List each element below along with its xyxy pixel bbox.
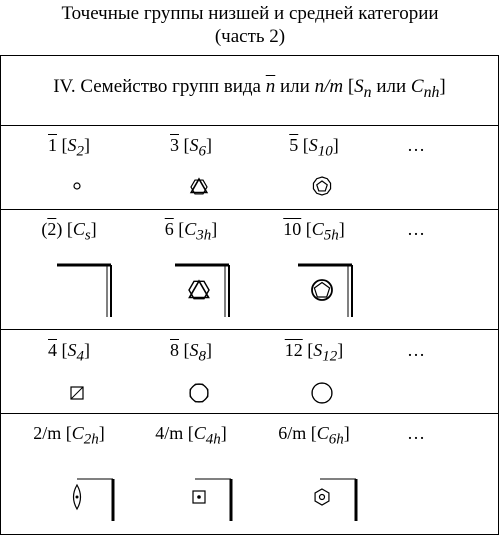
symmetry-symbol [74,479,114,521]
schoenflies-letter: C [316,423,329,443]
schoenflies-subscript: 2 [76,143,84,160]
symmetry-symbol [315,479,356,521]
symbols-svg [1,56,500,536]
point-group-table [0,55,499,535]
page-title [0,2,500,48]
group-paren-open: ( [41,219,48,239]
symmetry-symbol [71,387,83,399]
family-header-n-bar: $\overline{n}$ [265,76,276,97]
family-header-s: S [354,76,364,97]
ellipsis: … [407,219,425,239]
family-header-bracket-close: ] [439,76,446,97]
schoenflies-letter: S [67,340,77,360]
decagon-icon [313,177,330,195]
group-number: 2/m [33,423,62,443]
schoenflies-subscript: 3h [196,227,212,244]
symmetry-symbol [175,265,229,317]
schoenflies-subscript: 6h [328,431,344,448]
group-number: 4 [48,340,57,360]
group-number: 5 [289,135,299,155]
family-header-c: C [410,76,424,97]
schoenflies-letter: S [189,340,199,360]
group-number: 3 [170,135,179,155]
symmetry-symbol [298,265,352,317]
diagonal-icon [71,387,83,399]
family-header-s-sub: n [363,83,372,101]
group-number: 10 [283,219,302,239]
ellipsis: … [407,340,425,360]
pentagon-icon [317,181,327,191]
family-header-or-1: или [275,76,315,97]
schoenflies-subscript: 2h [83,431,99,448]
group-label: (2) $[C_s]$ [41,219,97,244]
group-label: 1 $[S_2]$ [48,135,90,160]
group-number: 4/m [155,423,184,443]
family-header-n-over-m: n/m [314,76,344,97]
family-header-or-2: или [371,76,411,97]
small-circle-icon [74,183,80,189]
schoenflies-subscript: 12 [322,348,338,365]
group-label: 2/m $[C_{2h}]$ [33,423,105,448]
group-label: 8 $[S_8]$ [170,340,212,365]
group-number: 6 [164,219,174,239]
schoenflies-letter: C [72,219,85,239]
group-label: 6 $[C_{3h}]$ [164,219,218,244]
group-paren-close: ) [56,219,63,239]
group-label: 4 $[S_4]$ [48,340,90,365]
schoenflies-letter: C [71,423,84,443]
schoenflies-subscript: 4h [205,431,221,448]
group-label: 5 $[S_{10}]$ [289,135,339,160]
center-dot-icon [76,496,79,499]
title-line-2: (часть 2) [214,26,286,47]
symmetry-symbol [193,479,231,521]
schoenflies-letter: S [67,135,77,155]
group-number: 6/m [278,423,307,443]
hexagon-icon [189,281,209,298]
pentagon-icon [314,283,329,297]
group-number: 8 [170,340,179,360]
group-label: 10 $[C_{5h}]$ [283,219,345,244]
symmetry-symbol [312,383,332,403]
schoenflies-letter: C [193,423,206,443]
schoenflies-subscript: 5h [323,227,339,244]
octagon-icon [190,384,208,402]
ellipsis: … [407,135,425,155]
schoenflies-letter: C [311,219,324,239]
family-header-bracket-open: [ [343,76,355,97]
schoenflies-subscript: 10 [317,143,333,160]
center-dot-icon [197,495,201,499]
schoenflies-subscript: 8 [198,348,206,365]
symmetry-symbol [57,265,111,317]
family-header-c-sub: nh [423,83,440,101]
group-label: 12 $[S_{12}]$ [284,340,344,365]
schoenflies-letter: S [313,340,323,360]
schoenflies-subscript: 6 [198,143,206,160]
schoenflies-letter: C [184,219,197,239]
symmetry-symbol [191,179,207,194]
group-number: 1 [48,135,57,155]
group-label: 4/m $[C_{4h}]$ [155,423,227,448]
schoenflies-letter: S [189,135,199,155]
group-label: 3 $[S_6]$ [170,135,212,160]
hexagon-icon [315,489,329,505]
family-header-prefix: IV. Семейство групп вида [53,76,266,97]
schoenflies-letter: S [308,135,318,155]
symmetry-symbol [313,177,330,195]
group-label: 6/m $[C_{6h}]$ [278,423,350,448]
symmetry-symbol [74,183,80,189]
schoenflies-subscript: s [84,227,91,244]
symmetry-symbol [190,384,208,402]
schoenflies-subscript: 4 [76,348,84,365]
group-number: 12 [284,340,303,360]
group-number: 2 [47,219,57,239]
ellipsis: … [407,423,425,443]
title-line-1: Точечные группы низшей и средней категории [61,3,439,24]
center-ring-icon [320,495,325,500]
